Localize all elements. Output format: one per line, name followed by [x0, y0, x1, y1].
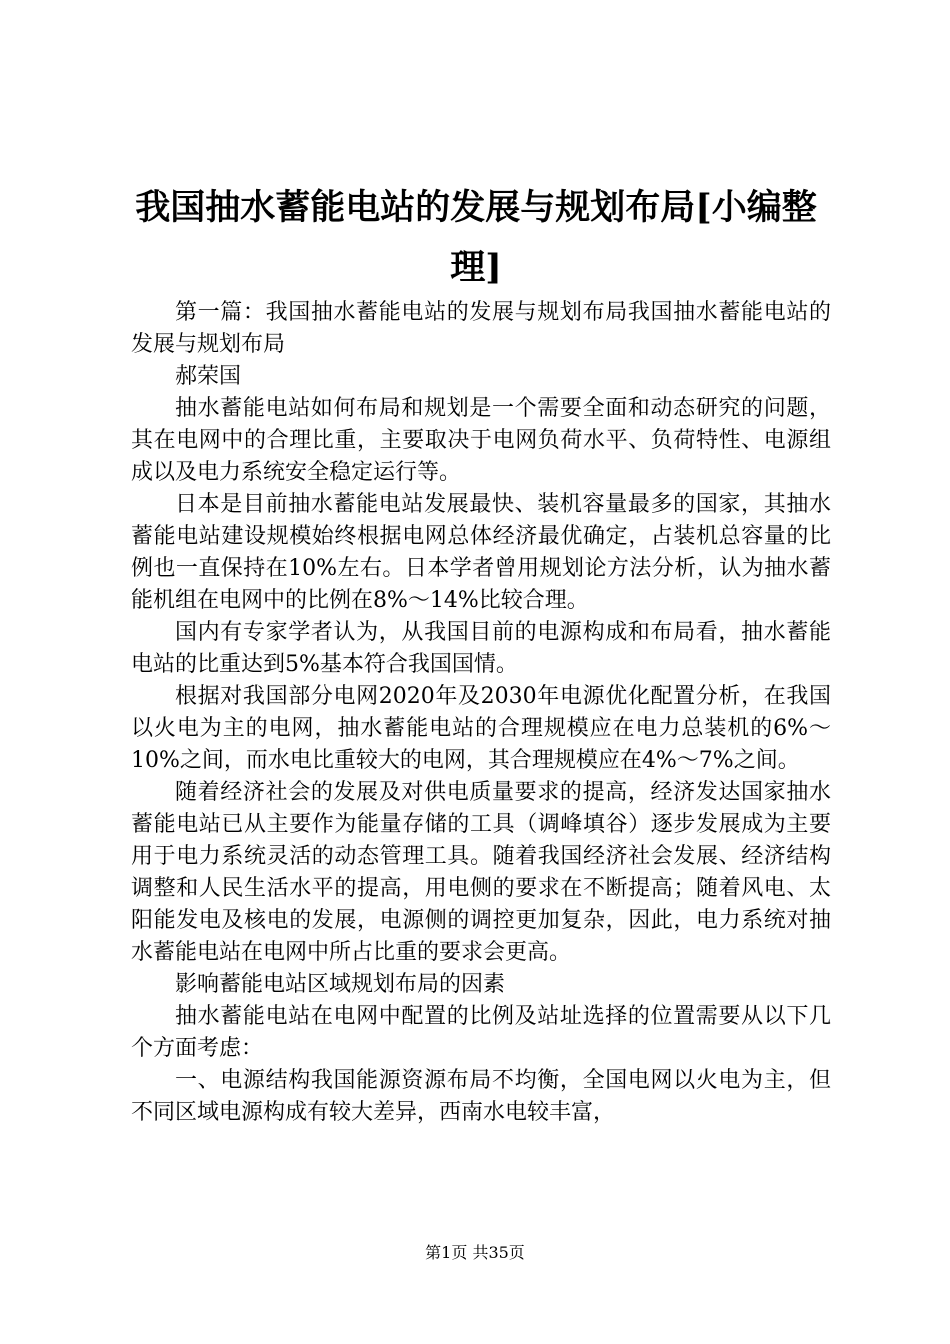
page-footer: 第1页 共35页	[425, 1243, 525, 1262]
paragraph: 一、电源结构我国能源资源布局不均衡，全国电网以火电为主，但不同区域电源构成有较大差异，西南水电较丰富，	[131, 1068, 831, 1125]
document-body	[131, 297, 831, 1129]
paragraph: 随着经济社会的发展及对供电质量要求的提高，经济发达国家抽水蓄能电站已从主要作为能量存储的工具（调峰填谷）逐步发展成为主要用于电力系统灵活的动态管理工具。随着我国经济社会发展、经济结构调整和人民生活水平的提高，用电侧的要求在不断提高；随着风电、太阳能发电及核电的发展，电源侧的调控更加复杂，因此，电力系统对抽水蓄能电站在电网中所占比重的要求会更高。	[131, 780, 831, 965]
paragraph: 抽水蓄能电站在电网中配置的比例及站址选择的位置需要从以下几个方面考虑：	[131, 1004, 831, 1061]
paragraph: 国内有专家学者认为，从我国目前的电源构成和布局看，抽水蓄能电站的比重达到5%基本符合我国国情。	[131, 620, 831, 677]
author-line: 郝荣国	[175, 364, 242, 389]
paragraph: 第一篇：我国抽水蓄能电站的发展与规划布局我国抽水蓄能电站的发展与规划布局	[131, 300, 831, 357]
paragraph: 抽水蓄能电站如何布局和规划是一个需要全面和动态研究的问题，其在电网中的合理比重，主要取决于电网负荷水平、负荷特性、电源组成以及电力系统安全稳定运行等。	[131, 396, 831, 485]
paragraph: 根据对我国部分电网2020年及2030年电源优化配置分析，在我国以火电为主的电网，抽水蓄能电站的合理规模应在电力总装机的6%～10%之间，而水电比重较大的电网，其合理规模应在4%～7%之间。	[131, 684, 831, 773]
section-heading: 影响蓄能电站区域规划布局的因素	[175, 972, 506, 997]
paragraph: 日本是目前抽水蓄能电站发展最快、装机容量最多的国家，其抽水蓄能电站建设规模始终根据电网总体经济最优确定，占装机总容量的比例也一直保持在10%左右。日本学者曾用规划论方法分析，认为抽水蓄能机组在电网中的比例在8%～14%比较合理。	[131, 492, 831, 613]
document-title: 我国抽水蓄能电站的发展与规划布局[小编整理]	[135, 187, 817, 288]
